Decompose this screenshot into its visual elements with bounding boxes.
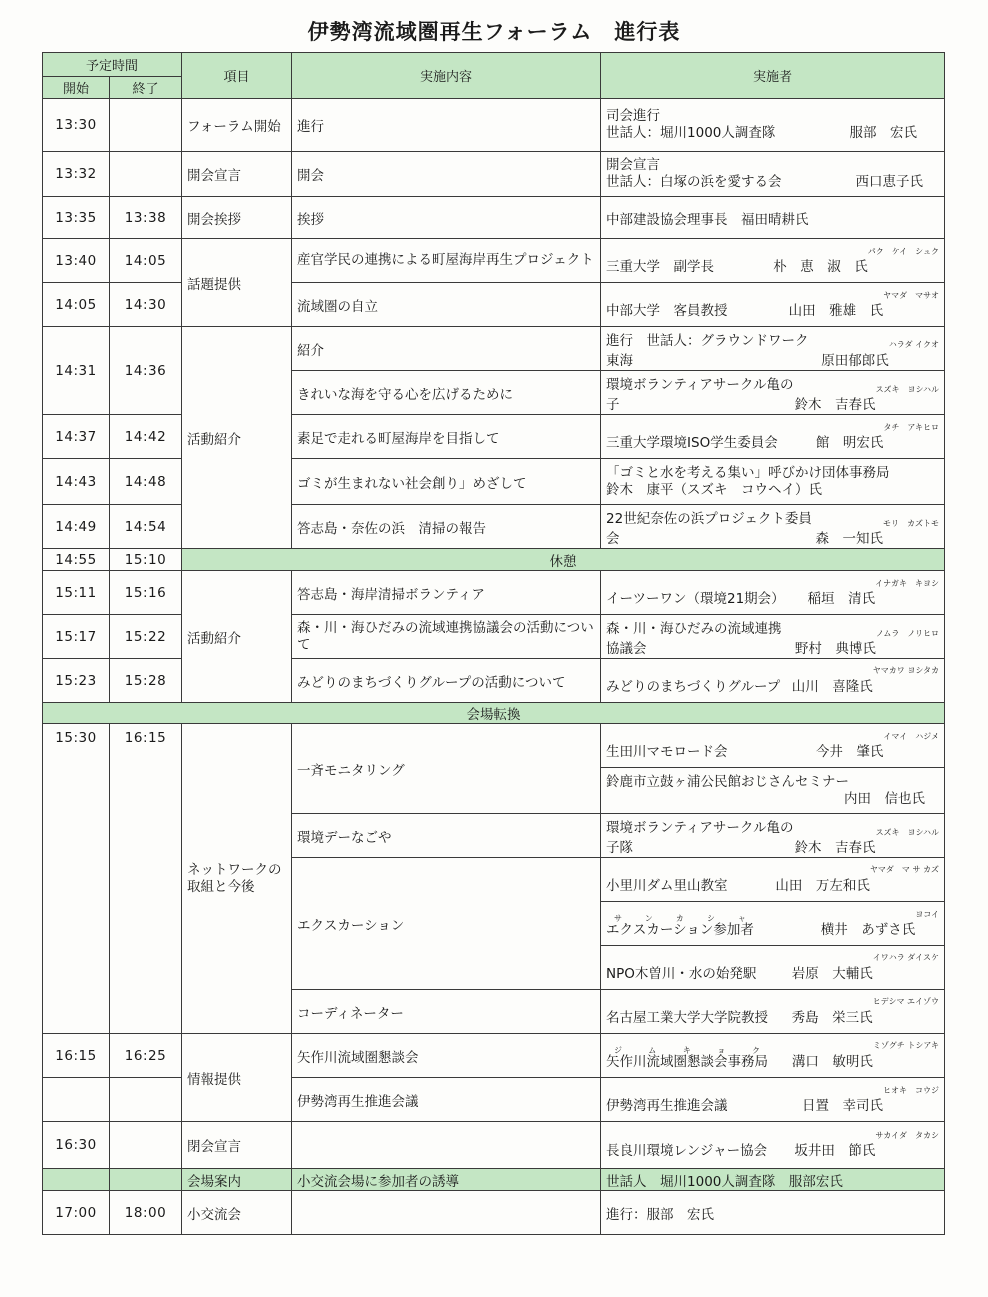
table-row [43,152,945,197]
table-row [43,724,945,768]
end-time [110,99,182,152]
content-cell: 小交流会場に参加者の誘導 [292,1169,601,1191]
content-cell: 一斉モニタリング [292,724,601,814]
content-cell: きれいな海を守る心を広げるために [292,371,601,415]
performer-cell [601,415,945,459]
start-time: 15:17 [43,615,110,659]
item-cell: 会場案内 [182,1169,292,1191]
performer-cell [601,858,945,902]
performer-name: 西口恵子氏 [855,174,924,190]
content-cell: ゴミが生まれない社会創り」めざして [292,459,601,505]
content-cell: 伊勢湾再生推進会議 [292,1078,601,1122]
performer-name: 山田 万左和氏ヤマダ マ サ カズ [775,865,940,894]
end-time: 14:42 [110,415,182,459]
start-time [43,1078,110,1122]
start-time: 16:15 [43,1034,110,1078]
performer-cell [601,724,945,768]
break-row [43,549,945,571]
end-time: 18:00 [110,1191,182,1235]
performer-org: 22世紀奈佐の浜プロジェクト委員会 [606,510,812,547]
content-cell: 環境デーなごや [292,814,601,858]
performer-name: 服部 宏氏 [849,125,918,141]
start-time: 13:32 [43,152,110,197]
performer-line: 「ゴミと水を考える集い」呼びかけ団体事務局 [606,464,890,481]
performer-name: 稲垣 清氏イナガキ キヨシ [807,578,940,607]
item-cell: 小交流会 [182,1191,292,1235]
end-time [110,1122,182,1169]
end-time [110,152,182,197]
performer-org: 矢作川流域圏懇談会事務局ジムキョク [606,1046,769,1070]
performer-org: 環境ボランティアサークル亀の子隊 [606,819,794,856]
page-title: 伊勢湾流域圏再生フォーラム 進行表 [307,20,681,44]
performer-org: エクスカーション参加者サンカシャ [606,913,754,938]
performer-cell: 進行：服部 宏氏 [601,1191,945,1235]
content-cell [292,1122,601,1169]
performer-org: 小里川ダム里山教室 [606,878,728,894]
content-cell: 開会 [292,152,601,197]
content-cell [292,1191,601,1235]
table-row [43,505,945,549]
table-row [43,327,945,371]
start-time: 13:30 [43,99,110,152]
performer-cell [601,571,945,615]
performer-line: 開会宣言 [606,157,661,173]
content-cell: 矢作川流域圏懇談会 [292,1034,601,1078]
performer-cell [601,152,945,197]
performer-cell: 世話人 堀川1000人調査隊 服部宏氏 [601,1169,945,1191]
performer-cell [601,902,945,946]
content-cell: 進行 [292,99,601,152]
performer-name: 横井 あずさ氏ヨコイ [820,909,940,938]
end-time: 14:48 [110,459,182,505]
content-header: 実施内容 [292,53,601,99]
start-time: 14:31 [43,327,110,415]
table-row [43,1122,945,1169]
performer-org: 生田川マモロード会 [606,743,728,760]
start-time [43,1169,110,1191]
item-cell: フォーラム開始 [182,99,292,152]
performer-name: 鈴木 吉春氏スズキ ヨシハル [794,827,940,856]
performer-cell [601,946,945,990]
performer-cell [601,615,945,659]
table-row [43,1034,945,1078]
content-cell: 流域圏の自立 [292,283,601,327]
end-time: 15:28 [110,659,182,703]
performer-name: 野村 典博氏ノムラ ノリヒロ [794,628,940,657]
performer-name: 山田 雅雄 氏ヤマダ マサオ [788,290,940,319]
break-label: 休憩 [182,549,945,571]
performer-org: 中部大学 客員教授 [606,302,728,319]
performer-org: 伊勢湾再生推進会議 [606,1097,728,1114]
performer-line: 鈴木 康平（スズキ コウヘイ）氏 [606,481,823,498]
start-time: 13:35 [43,197,110,239]
performer-name: 森 一知氏モリ カズトモ [815,518,940,547]
end-time: 16:25 [110,1034,182,1078]
table-row [43,283,945,327]
performer-name: 内田 信也氏 [844,790,926,807]
end-time: 15:22 [110,615,182,659]
performer-cell [601,1078,945,1122]
start-header: 開始 [43,77,110,99]
performer-name: 坂井田 節氏サカイダ タカシ [794,1131,940,1159]
content-cell: 産官学民の連携による町屋海岸再生プロジェクト [292,239,601,283]
performer-org: 世話人：白塚の浜を愛する会 [606,174,782,190]
table-row [43,659,945,703]
start-time: 14:37 [43,415,110,459]
performer-header: 実施者 [601,53,945,99]
performer-org: 環境ボランティアサークル亀の子 [606,376,794,413]
start-time: 14:43 [43,459,110,505]
performer-cell [601,1034,945,1078]
performer-org: NPO木曽川・水の始発駅 [606,966,757,982]
table-row [43,1078,945,1122]
performer-cell [601,99,945,152]
start-time: 13:40 [43,239,110,283]
performer-name: 館 明宏氏タチ アキヒロ [815,422,940,451]
performer-cell [601,1122,945,1169]
content-cell: 答志島・海岸清掃ボランティア [292,571,601,615]
performer-name: 朴 恵 淑 氏パク ケイ シュク [773,246,940,275]
performer-line: 司会進行 [606,108,661,124]
performer-cell [601,814,945,858]
content-cell: 紹介 [292,327,601,371]
end-time: 15:10 [110,549,182,571]
content-cell: 素足で走れる町屋海岸を目指して [292,415,601,459]
item-header: 項目 [182,53,292,99]
content-cell: 答志島・奈佐の浜 清掃の報告 [292,505,601,549]
performer-org: 進行 世話人：グラウンドワーク東海 [606,332,809,369]
table-row [43,459,945,505]
table-row [43,1191,945,1235]
start-time: 14:55 [43,549,110,571]
performer-org: 名古屋工業大学大学院教授 [606,1010,769,1026]
performer-cell [601,327,945,371]
start-time: 15:30 [43,724,110,1034]
venue-change-row [43,703,945,724]
start-time: 17:00 [43,1191,110,1235]
venue-change-label: 会場転換 [43,703,945,724]
performer-cell [601,239,945,283]
performer-cell [601,283,945,327]
schedule-table [42,52,945,1235]
performer-org: 長良川環境レンジャー協会 [606,1143,768,1159]
table-row [43,615,945,659]
start-time: 15:23 [43,659,110,703]
item-cell: 活動紹介 [182,327,292,549]
performer-org: みどりのまちづくりグループ [606,679,781,695]
item-cell: 閉会宣言 [182,1122,292,1169]
start-time: 14:49 [43,505,110,549]
end-time: 13:38 [110,197,182,239]
scheduled-time-header: 予定時間 [43,53,182,77]
performer-cell [601,659,945,703]
performer-name: 山川 喜隆氏ヤマカワ ヨシタカ [791,666,940,695]
performer-cell [601,990,945,1034]
end-time: 14:54 [110,505,182,549]
item-cell: 話題提供 [182,239,292,327]
performer-name: 溝口 敏明氏ミゾグチ トシアキ [791,1041,940,1070]
performer-name: 今井 肇氏イマイ ハジメ [815,731,940,760]
performer-name: 岩原 大輔氏イワハラ ダイスケ [791,953,940,982]
content-cell: みどりのまちづくりグループの活動について [292,659,601,703]
start-time: 15:11 [43,571,110,615]
item-cell: 活動紹介 [182,571,292,703]
end-time: 15:16 [110,571,182,615]
performer-cell [601,505,945,549]
performer-org: 世話人：堀川1000人調査隊 [606,125,776,141]
performer-org: 三重大学環境ISO学生委員会 [606,434,778,451]
performer-org: イーツーワン（環境21期会） [606,590,785,607]
table-row [43,197,945,239]
end-time: 14:30 [110,283,182,327]
end-time: 16:15 [110,724,182,1034]
end-time [110,1078,182,1122]
performer-name: 秀島 栄三氏ヒデシマ エイゾウ [791,997,940,1026]
content-cell: 森・川・海ひだみの流域連携協議会の活動について [292,615,601,659]
end-time: 14:05 [110,239,182,283]
table-row [43,99,945,152]
end-time [110,1169,182,1191]
table-row [43,239,945,283]
end-header: 終了 [110,77,182,99]
content-cell: 挨拶 [292,197,601,239]
header-row [43,53,945,77]
guidance-row [43,1169,945,1191]
table-row [43,571,945,615]
performer-cell [601,371,945,415]
performer-name: 原田郁郎氏ハラダ イクオ [821,339,940,369]
item-cell: ネットワークの取組と今後 [182,724,292,1034]
performer-cell [601,768,945,814]
performer-org: 森・川・海ひだみの流域連携協議会 [606,620,782,657]
performer-cell [601,459,945,505]
performer-name: 日置 幸司氏ヒオキ コウジ [802,1085,940,1114]
item-cell: 情報提供 [182,1034,292,1122]
content-cell: コーディネーター [292,990,601,1034]
performer-name: 鈴木 吉春氏スズキ ヨシハル [794,384,940,413]
start-time: 14:05 [43,283,110,327]
content-cell: エクスカーション [292,858,601,990]
performer-org: 三重大学 副学長 [606,258,715,275]
item-cell: 開会宣言 [182,152,292,197]
performer-cell: 中部建設協会理事長 福田晴耕氏 [601,197,945,239]
performer-org: 鈴鹿市立鼓ヶ浦公民館おじさんセミナー [606,773,850,790]
item-cell: 開会挨拶 [182,197,292,239]
table-row [43,415,945,459]
start-time: 16:30 [43,1122,110,1169]
end-time: 14:36 [110,327,182,415]
